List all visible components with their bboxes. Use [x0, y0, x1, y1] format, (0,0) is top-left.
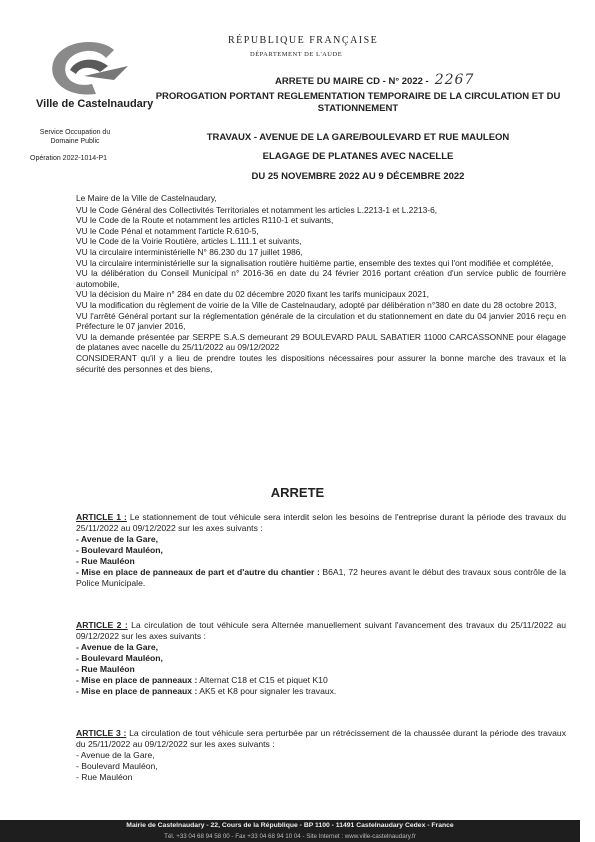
- article-2: [76, 620, 566, 697]
- considerations: [76, 193, 566, 374]
- department-heading: DÉPARTEMENT DE L'AUDE: [250, 51, 343, 58]
- consideration: VU la décision du Maire n° 284 en date du 02 décembre 2020 fixant les tarifs municipaux 2021,: [76, 289, 429, 300]
- title-line-4: DU 25 NOVEMBRE 2022 AU 9 DÉCEMBRE 2022: [251, 171, 465, 182]
- title-line-1: PROROGATION PORTANT REGLEMENTATION TEMPORAIRE DE LA CIRCULATION ET DU STATIONNEMENT: [155, 91, 561, 114]
- article-item: - Rue Mauléon: [76, 556, 135, 566]
- consideration: VU la délibération du Conseil Municipal n° 2016-36 en date du 24 février 2016 portant création d'un service public de fourrière automobile,: [76, 268, 566, 289]
- article-item: - Rue Mauléon: [76, 664, 135, 674]
- consideration: CONSIDERANT qu'il y a lieu de prendre toutes les dispositions nécessaires pour assurer la bonne marche des travaux et la sécurité des personnes et des biens,: [76, 352, 566, 374]
- article-3: [76, 728, 566, 783]
- consideration: Le Maire de la Ville de Castelnaudary,: [76, 193, 217, 203]
- article-item: - Avenue de la Gare,: [76, 750, 155, 760]
- consideration: VU la demande présentée par SERPE S.A.S demeurant 29 BOULEVARD PAUL SABATIER 11000 CARCASSONNE pour élagage de platanes avec nacelle du 25/11/2022 au 09/12/2022: [76, 331, 566, 353]
- article-extra-bold: - Mise en place de panneaux de part et d'autre du chantier :: [76, 567, 320, 577]
- title-line-2: TRAVAUX - AVENUE DE LA GARE/BOULEVARD ET RUE MAULEON: [206, 132, 510, 143]
- consideration: VU le Code de la Route et notamment les articles R110-1 et suivants,: [76, 215, 334, 226]
- consideration: VU la circulaire interministérielle sur la signalisation routière huitième partie, ensemble des textes qui l'ont modifiée et complétée,: [76, 257, 554, 268]
- article-item: - Boulevard Mauléon,: [76, 653, 163, 663]
- article-label: ARTICLE 1 :: [76, 512, 127, 522]
- article-extra-bold: - Mise en place de panneaux :: [76, 675, 198, 685]
- article-extra-text: AK5 et K8 pour signaler les travaux.: [197, 686, 337, 696]
- article-extra-text: B6A1, 72 heures avant le début des travaux sous contrôle de la Police Municipale.: [76, 567, 566, 588]
- article-extra-bold: - Mise en place de panneaux :: [76, 686, 198, 696]
- consideration: VU le Code de la Voirie Routière, articles L.111.1 et suivants,: [76, 236, 302, 247]
- article-item: - Avenue de la Gare,: [76, 642, 158, 652]
- arrete-handwritten-number: 2267: [434, 72, 475, 88]
- footer-contact: Tél. +33 04 68 94 58 00 - Fax +33 04 68 94 10 04 - Site Internet : www.ville-castelnaudary.fr: [164, 833, 416, 840]
- article-item: - Rue Mauléon: [76, 772, 133, 782]
- arrete-label: ARRETE DU MAIRE CD - N° 2022 -: [275, 76, 429, 87]
- article-1: [76, 512, 566, 589]
- article-text: Le stationnement de tout véhicule sera interdit selon les besoins de l'entreprise durant la période des travaux du 25/11/2022 au 09/12/2022 sur les axes suivants :: [76, 512, 567, 533]
- article-extra-text: Alternat C18 et C15 et piquet K10: [197, 675, 328, 685]
- consideration: VU l'arrêté Général portant sur la réglementation générale de la circulation et du stationnement en date du 04 janvier 2016 reçu en Préfecture le 07 janvier 2016,: [76, 310, 566, 332]
- service-block: [30, 128, 120, 163]
- footer-address: Mairie de Castelnaudary - 22, Cours de la République - BP 1100 - 11491 Castelnaudary Cedex - France: [126, 822, 454, 829]
- consideration: VU le Code Pénal et notamment l'article R.610-5,: [76, 225, 259, 236]
- page-footer: [0, 820, 580, 842]
- title-line-3: ELAGAGE DE PLATANES AVEC NACELLE: [262, 151, 454, 162]
- article-item: - Boulevard Mauléon,: [76, 761, 158, 771]
- city-logo: [44, 36, 132, 102]
- article-label: ARTICLE 3 :: [76, 728, 127, 738]
- article-text: La circulation de tout véhicule sera Alternée manuellement suivant l'avancement des travaux du 25/11/2022 au 09/12/2022 sur les axes suivants :: [76, 620, 567, 641]
- consideration: VU la circulaire interministérielle N° 86.230 du 17 juillet 1986,: [76, 246, 303, 257]
- article-label: ARTICLE 2 :: [76, 620, 128, 630]
- consideration: VU la modification du règlement de voirie de la Ville de Castelnaudary, adopté par délibération n°380 en date du 28 octobre 2013,: [76, 299, 557, 310]
- article-item: - Boulevard Mauléon,: [76, 545, 163, 555]
- republic-heading: RÉPUBLIQUE FRANÇAISE: [228, 35, 379, 46]
- service-name: Service Occupation du Domaine Public: [39, 129, 111, 145]
- arrete-number: [275, 72, 474, 88]
- consideration: VU le Code Général des Collectivités Territoriales et notamment les articles L.2213-1 et L.2213-6,: [76, 204, 438, 215]
- operation-number: Opération 2022-1014-P1: [30, 155, 108, 162]
- article-text: La circulation de tout véhicule sera perturbée par un rétrécissement de la chaussée durant la période des travaux du 25/11/2022 au 09/12/2022 sur les axes suivants :: [76, 728, 566, 749]
- city-name: Ville de Castelnaudary: [36, 98, 154, 110]
- article-item: - Avenue de la Gare,: [76, 534, 158, 544]
- decision-heading: ARRETE: [270, 485, 325, 500]
